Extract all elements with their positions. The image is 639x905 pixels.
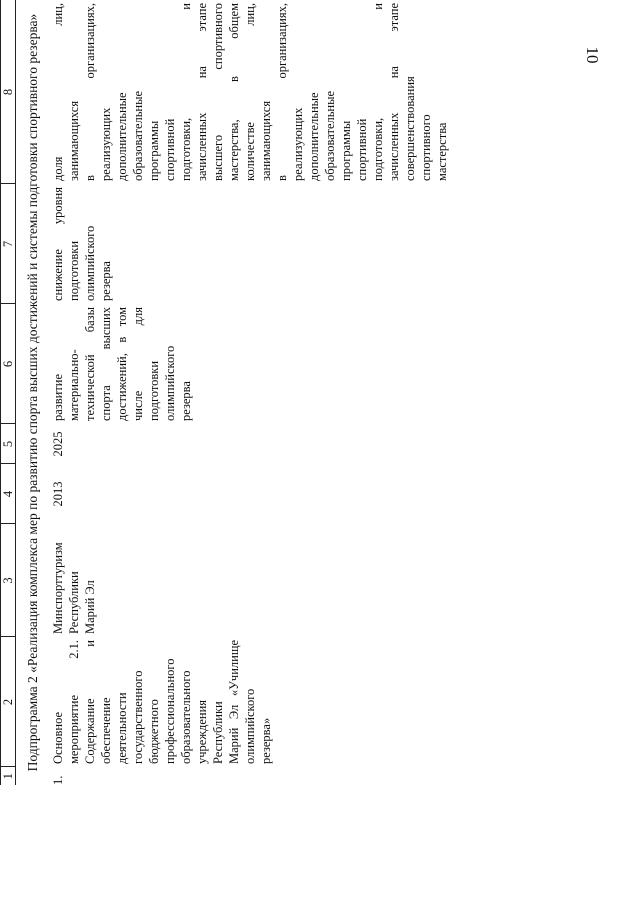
activity-line: профессионального xyxy=(163,658,178,764)
result-line: подготовки xyxy=(147,360,162,421)
activity-line: образовательного xyxy=(179,670,194,764)
activity-line: обеспечение xyxy=(99,697,114,764)
indicator-line: в организациях, xyxy=(83,3,98,181)
indicator-line: зачисленных на этапе xyxy=(195,3,210,181)
executor-line: Минспорттуризм xyxy=(51,542,66,634)
indicator-line: спортивного xyxy=(419,114,434,181)
executor-line: Республики xyxy=(67,571,82,634)
indicator-line: программы xyxy=(339,120,354,181)
indicator-line: образовательные xyxy=(131,90,146,181)
activity-name-cell xyxy=(47,637,450,767)
executor-cell xyxy=(47,524,450,637)
indicator-line: доля лиц, xyxy=(51,3,66,181)
activity-line: Марий Эл «Училище xyxy=(227,640,242,764)
executor-line: Марий Эл xyxy=(83,580,98,634)
result-line: числе для xyxy=(131,307,146,421)
row-number: 1. xyxy=(51,775,66,785)
consequence-line: снижение уровня xyxy=(51,187,66,301)
column-number-5: 5 xyxy=(1,424,16,464)
end-year-cell: 2025 xyxy=(51,431,66,457)
consequence-line: резерва xyxy=(99,261,114,301)
activity-line: деятельности xyxy=(115,692,130,764)
table-row xyxy=(47,0,450,785)
consequences-cell xyxy=(47,184,450,304)
consequence-line: подготовки xyxy=(67,240,82,301)
column-number-1: 1 xyxy=(1,767,16,785)
indicator-line: дополнительные xyxy=(115,92,130,181)
indicator-line: реализующих xyxy=(291,107,306,181)
indicator-line: подготовки, и xyxy=(179,3,194,181)
column-number-7: 7 xyxy=(1,184,16,304)
activity-line: Основное xyxy=(51,711,66,764)
column-number-3: 3 xyxy=(1,524,16,637)
column-number-8: 8 xyxy=(1,0,16,184)
indicator-line: высшего спортивного xyxy=(211,3,226,181)
indicator-line: спортивной xyxy=(355,118,370,181)
indicator-line: программы xyxy=(147,120,162,181)
activity-line: Содержание и xyxy=(83,640,98,764)
result-line: резерва xyxy=(179,381,194,421)
result-line: спорта высших xyxy=(99,307,114,421)
indicator-line: подготовки, и xyxy=(371,3,386,181)
activity-line: учреждения Республики xyxy=(195,699,226,764)
indicator-line: занимающихся xyxy=(67,100,82,181)
result-line: развитие xyxy=(51,373,66,421)
result-line: олимпийского xyxy=(163,345,178,421)
page-number: 10 xyxy=(583,46,602,64)
indicator-line: занимающихся xyxy=(259,100,274,181)
indicator-line: зачисленных на этапе xyxy=(387,3,402,181)
expected-result-cell xyxy=(47,304,450,424)
activity-line: бюджетного xyxy=(147,699,162,764)
subprogram-heading-row xyxy=(16,0,48,785)
activity-line: мероприятие 2.1. xyxy=(67,640,82,764)
indicator-line: реализующих xyxy=(99,107,114,181)
indicator-line: в организациях, xyxy=(275,3,290,181)
column-number-row xyxy=(1,0,16,785)
activity-line: олимпийского резерва» xyxy=(243,688,274,764)
column-number-4: 4 xyxy=(1,464,16,524)
result-line: материально- xyxy=(67,349,82,421)
indicator-line: мастерства, в общем xyxy=(227,3,242,181)
result-line: технической базы xyxy=(83,307,98,421)
indicator-line: совершенствования xyxy=(403,76,418,181)
start-year-cell: 2013 xyxy=(51,481,66,507)
indicator-line: количестве лиц, xyxy=(243,3,258,181)
indicator-cell xyxy=(47,0,450,184)
column-number-2: 2 xyxy=(1,637,16,767)
indicator-line: дополнительные xyxy=(307,92,322,181)
activity-line: государственного xyxy=(131,670,146,764)
indicator-line: спортивной xyxy=(163,118,178,181)
result-line: достижений, в том xyxy=(115,307,130,421)
column-number-6: 6 xyxy=(1,304,16,424)
indicator-line: мастерства xyxy=(435,122,450,181)
consequence-line: олимпийского xyxy=(83,225,98,301)
subprogram-title: Подпрограмма 2 «Реализация комплекса мер по развитию спорта высших достижений и системы подготовки спортивного резерва» xyxy=(25,13,40,772)
indicator-line: образовательные xyxy=(323,90,338,181)
